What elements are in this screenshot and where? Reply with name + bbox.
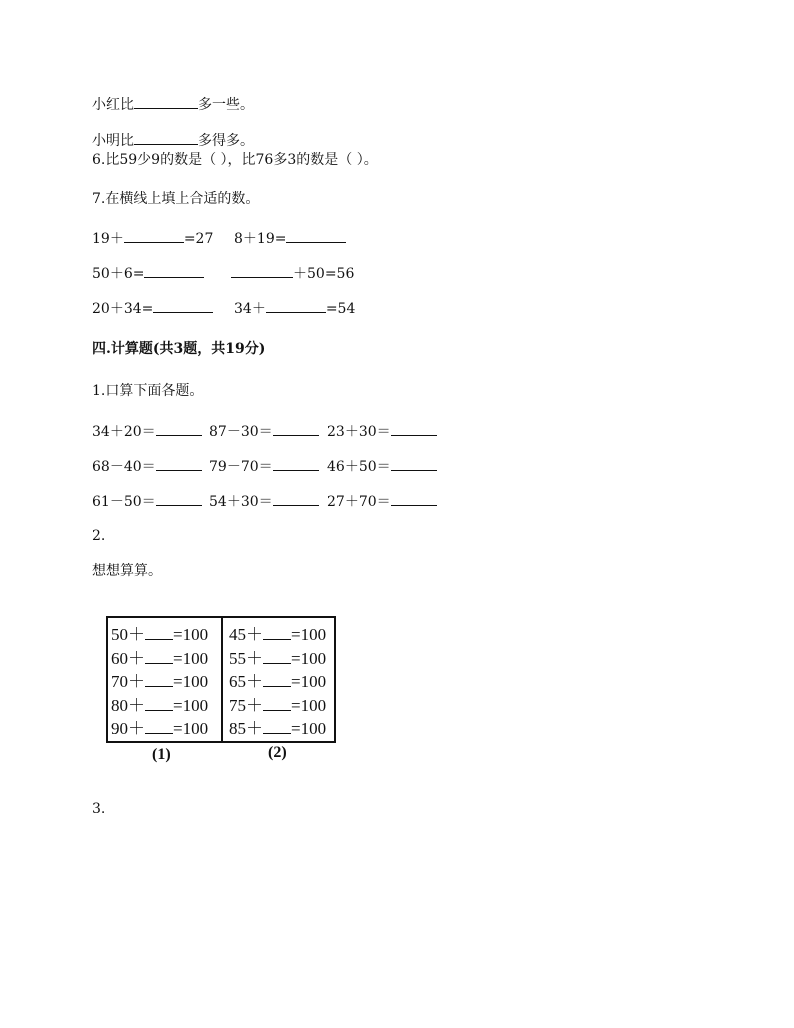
addend: 75＋ <box>229 695 263 715</box>
sum: =100 <box>173 648 209 668</box>
sum: =100 <box>173 625 209 644</box>
table-row <box>229 694 334 718</box>
c1-answer-blank[interactable] <box>273 491 319 506</box>
table-row <box>229 623 334 647</box>
q7-title: 7.在横线上填上合适的数。 <box>92 191 260 207</box>
table-row <box>111 623 221 647</box>
addend: 45＋ <box>229 625 263 644</box>
q6-text: 6.比59少9的数是（ ），比76多3的数是（ ）。 <box>92 152 378 168</box>
q7-r1a-prefix: 19＋ <box>92 231 124 247</box>
c1-expression: 34＋20＝ <box>92 424 156 440</box>
sum: =100 <box>291 695 327 715</box>
q7-r2a-blank[interactable] <box>144 263 204 278</box>
c1-expression: 46＋50＝ <box>327 459 391 475</box>
c1-item <box>327 491 437 511</box>
q5-line-2-suffix: 多得多。 <box>198 133 254 149</box>
c1-item <box>209 421 319 441</box>
c1-answer-blank[interactable] <box>273 456 319 471</box>
addend: 60＋ <box>111 648 145 668</box>
q7-row-2-b <box>231 263 354 283</box>
answer-blank[interactable] <box>263 719 291 734</box>
caption-2: (2) <box>268 744 287 761</box>
table-column-1 <box>108 618 221 741</box>
q7-r3b-suffix: =54 <box>325 301 356 317</box>
c1-item <box>327 421 437 441</box>
table-row <box>229 717 334 741</box>
q5-line-2-prefix: 小明比 <box>92 133 134 149</box>
q7-r1a-blank[interactable] <box>124 228 184 243</box>
q7-r3b-prefix: 34＋ <box>234 301 266 317</box>
table-row <box>111 647 221 671</box>
sum: =100 <box>291 719 327 738</box>
c2-title: 想想算算。 <box>92 563 162 579</box>
table-row <box>111 694 221 718</box>
c1-item <box>92 491 202 511</box>
q7-r1b-prefix: 8＋19= <box>234 231 287 247</box>
c1-item <box>92 456 202 476</box>
answer-blank[interactable] <box>145 625 173 640</box>
answer-blank[interactable] <box>263 672 291 687</box>
q7-row-1-b <box>234 228 346 248</box>
sum: =100 <box>173 695 209 715</box>
table-row <box>111 670 221 694</box>
answer-blank[interactable] <box>263 625 291 640</box>
q7-row-1-a <box>92 228 213 248</box>
table-row <box>229 647 334 671</box>
answer-blank[interactable] <box>263 649 291 664</box>
c1-expression: 27＋70＝ <box>327 494 391 510</box>
caption-1: (1) <box>152 746 171 763</box>
make-100-table <box>106 616 336 743</box>
sum: =100 <box>291 672 327 691</box>
table-row <box>111 717 221 741</box>
c2-number: 2. <box>92 528 106 544</box>
c1-expression: 68－40＝ <box>92 459 156 475</box>
q7-row-2-a <box>92 263 204 283</box>
c1-expression: 54＋30＝ <box>209 494 273 510</box>
answer-blank[interactable] <box>145 672 173 687</box>
sum: =100 <box>173 719 209 738</box>
sum: =100 <box>173 672 209 691</box>
q7-row-3-a <box>92 298 213 318</box>
c1-answer-blank[interactable] <box>391 456 437 471</box>
c1-expression: 61－50＝ <box>92 494 156 510</box>
addend: 65＋ <box>229 672 263 691</box>
q5-blank-1[interactable] <box>134 94 198 109</box>
c1-answer-blank[interactable] <box>391 491 437 506</box>
c1-expression: 79－70＝ <box>209 459 273 475</box>
q5-blank-2[interactable] <box>134 130 198 145</box>
q5-line-2 <box>92 130 254 150</box>
c1-item <box>209 456 319 476</box>
answer-blank[interactable] <box>145 719 173 734</box>
section-4-heading: 四.计算题(共3题，共19分) <box>92 341 266 357</box>
q7-r1b-blank[interactable] <box>286 228 346 243</box>
q7-row-3-b <box>234 298 355 318</box>
q7-r3b-blank[interactable] <box>266 298 326 313</box>
q5-line-1-prefix: 小红比 <box>92 97 134 113</box>
c1-answer-blank[interactable] <box>156 456 202 471</box>
q7-r2a-prefix: 50＋6= <box>92 266 145 282</box>
answer-blank[interactable] <box>145 649 173 664</box>
answer-blank[interactable] <box>263 696 291 711</box>
addend: 50＋ <box>111 625 145 644</box>
c1-item <box>92 421 202 441</box>
addend: 80＋ <box>111 695 145 715</box>
table-row <box>229 670 334 694</box>
c1-title: 1.口算下面各题。 <box>92 383 204 399</box>
sum: =100 <box>291 625 327 644</box>
c1-answer-blank[interactable] <box>156 421 202 436</box>
q5-line-1-suffix: 多一些。 <box>198 97 254 113</box>
addend: 85＋ <box>229 719 263 738</box>
q7-r3a-blank[interactable] <box>153 298 213 313</box>
addend: 90＋ <box>111 719 145 738</box>
c1-expression: 87－30＝ <box>209 424 273 440</box>
c1-item <box>209 491 319 511</box>
q5-line-1 <box>92 94 254 114</box>
addend: 55＋ <box>229 648 263 668</box>
c1-answer-blank[interactable] <box>391 421 437 436</box>
answer-blank[interactable] <box>145 696 173 711</box>
q7-r2b-suffix: ＋50=56 <box>293 266 355 282</box>
c3-number: 3. <box>92 801 106 817</box>
table-column-2 <box>221 618 334 741</box>
c1-answer-blank[interactable] <box>273 421 319 436</box>
q7-r2b-blank[interactable] <box>231 263 293 278</box>
q7-r1a-suffix: =27 <box>183 231 214 247</box>
q7-r3a-prefix: 20＋34= <box>92 301 154 317</box>
sum: =100 <box>291 648 327 668</box>
c1-item <box>327 456 437 476</box>
c1-answer-blank[interactable] <box>156 491 202 506</box>
c1-expression: 23＋30＝ <box>327 424 391 440</box>
addend: 70＋ <box>111 672 145 691</box>
